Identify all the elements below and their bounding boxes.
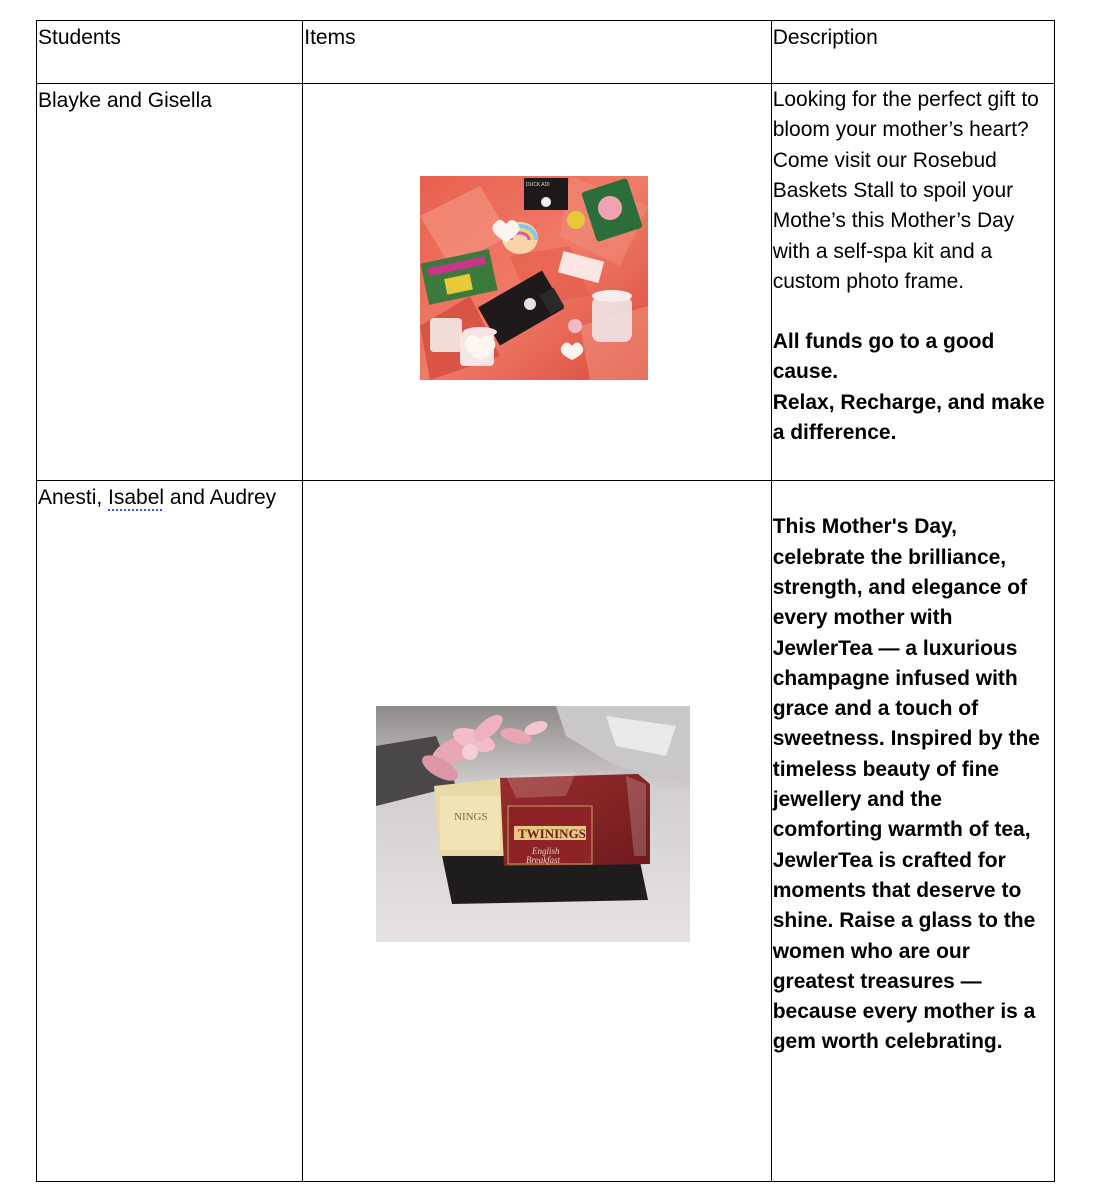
students-name-part: Anesti, [38, 486, 109, 510]
table-header-row [37, 21, 1055, 84]
header-description-cell [771, 21, 1054, 84]
header-description: Description [772, 26, 878, 49]
tea-box-flavor-line1: English [532, 846, 560, 857]
items-cell [303, 481, 771, 1182]
students-items-table [36, 20, 1055, 1182]
description-cell [771, 84, 1054, 481]
tea-box-brand: TWININGS [518, 826, 587, 842]
description-text-block [772, 84, 1054, 448]
table-row [37, 481, 1055, 1182]
header-students-cell [37, 21, 303, 84]
items-cell [303, 84, 771, 481]
gift-basket-photo [420, 176, 648, 380]
description-bold-line: All funds go to a good cause. [772, 330, 995, 384]
students-names [37, 481, 302, 513]
table-row [37, 84, 1055, 481]
paragraph-spacer [773, 297, 1054, 327]
students-cell [37, 84, 303, 481]
header-items-cell [303, 21, 771, 84]
tea-box-flavor-line2: Breakfast [526, 855, 561, 866]
students-name-part: and Audrey [164, 486, 277, 510]
tea-gift-box-photo [376, 706, 690, 942]
description-paragraph: Looking for the perfect gift to bloom your mother’s heart? Come visit our Rosebud Baskets Stall to spoil your Mothe’s this Mother’s Day with a self-spa kit and a custom photo frame. [772, 88, 1039, 293]
description-text-block [772, 511, 1054, 1057]
header-students: Students [38, 26, 121, 49]
tea-gift-box-image [376, 706, 690, 942]
description-cell [771, 481, 1054, 1182]
description-bold-line: Relax, Recharge, and make a difference. [772, 390, 1045, 445]
basket-tag-text: DUCK ADI [526, 182, 550, 189]
students-names: Blayke and Gisella [38, 89, 212, 113]
students-cell [37, 481, 303, 1182]
spellcheck-flagged-word: Isabel [108, 486, 165, 510]
header-items: Items [304, 26, 356, 49]
gift-basket-image [420, 176, 648, 380]
description-paragraph: This Mother's Day, celebrate the brilliance, strength, and elegance of every mother with JewlerTea — a luxurious champagne infused with grace and a touch of sweetness. Inspired by the timeless beauty of fine jewellery and the comforting warmth of tea, JewlerTea is crafted for moments that deserve to shine. Raise a glass to the women who are our greatest treasures — because every mother is a gem worth celebrating. [772, 515, 1040, 1054]
tea-box-left-text: NINGS [454, 811, 488, 824]
